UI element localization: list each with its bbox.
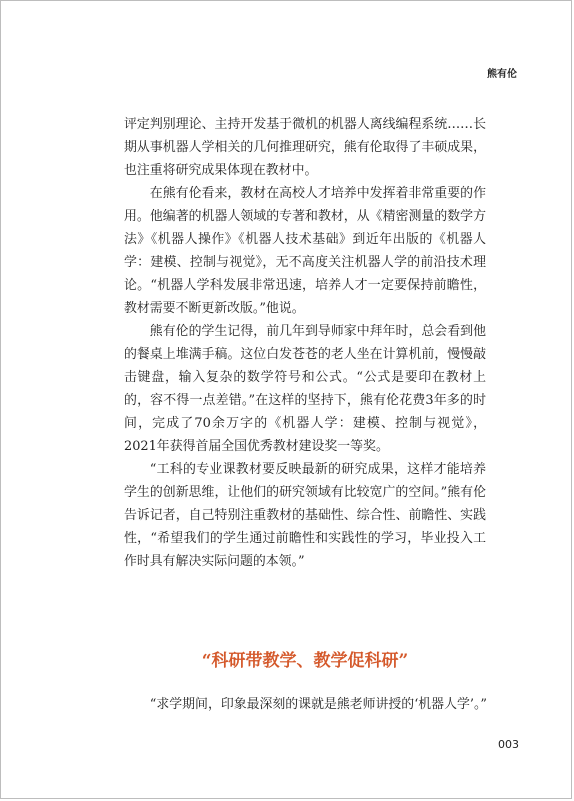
paragraph-engineering-textbooks: “工科的专业课教材要反映最新的研究成果，这样才能培养学生的创新思维，让他们的研究领域有比较宽广的空间。”熊有伦告诉记者，自己特别注重教材的基础性、综合性、前瞻性、实践性，“希望我们的学生通过前瞻性和实践性的学习，毕业投入工作时具有解决实际问题的本领。” [124,462,486,569]
paragraph-manuscripts: 熊有伦的学生记得，前几年到导师家中拜年时，总会看到他的餐桌上堆满手稿。这位白发苍苍的老人坐在计算机前，慢慢敲击键盘，输入复杂的数学符号和公式。“公式是要印在教材上的，容不得一点差错。”在这样的坚持下，熊有伦花费3年多的时间，完成了70余万字的《机器人学：建模、控制与视觉》，2021年获得首届全国优秀教材建设奖一等奖。 [124,324,486,454]
paragraph-textbook-role: 在熊有伦看来，教材在高校人才培养中发挥着非常重要的作用。他编著的机器人领域的专著和教材，从《精密测量的数学方法》《机器人操作》《机器人技术基础》到近年出版的《机器人学：建模、控制与视觉》，无不高度关注机器人学的前沿技术理论。“机器人学科发展非常迅速，培养人才一定要保持前瞻性，教材需要不断更新改版。”他说。 [124,186,486,316]
body-text [124,113,486,573]
running-head: 熊有伦 [487,69,517,80]
paragraph-student-memory: “求学期间，印象最深刻的课就是熊老师讲授的‘机器人学’。” [149,697,487,712]
section-heading: “科研带教学、教学促科研” [201,651,409,671]
paragraph-continued: 评定判别理论、主持开发基于微机的机器人离线编程系统……长期从事机器人学相关的几何推理研究，熊有伦取得了丰硕成果，也注重将研究成果体现在教材中。 [124,117,486,178]
page-number: 003 [498,738,519,751]
